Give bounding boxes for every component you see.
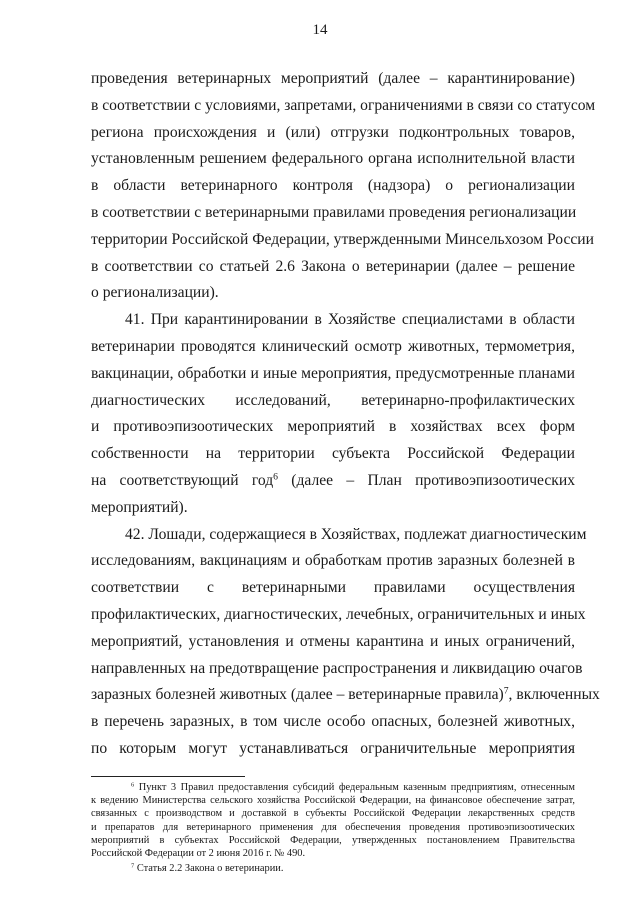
body-text: мероприятий, установления и отмены карантина и иных ограничений,	[91, 632, 575, 650]
body-line	[91, 230, 594, 249]
body-text: , включенных	[508, 686, 600, 704]
footnote-text: к ведению Министерства сельского хозяйства Российской Федерации, на финансовое обеспечение затрат,	[91, 795, 575, 807]
body-text: о регионализации).	[91, 284, 219, 302]
body-text: в соответствии с ветеринарными правилами проведения регионализации	[91, 204, 577, 221]
footnote-text: связанных с производством и доставкой в субъекты Российской Федерации лекарственных средств	[91, 808, 575, 820]
body-line	[91, 606, 586, 624]
body-line	[91, 124, 575, 142]
body-line	[91, 258, 575, 276]
footnote-reference: 7	[503, 686, 509, 698]
body-line	[91, 338, 575, 356]
footnote-marker: 6	[131, 781, 135, 789]
body-line	[91, 365, 575, 383]
footnote-line	[91, 834, 575, 847]
body-text: по которым могут устанавливаться ограничительные мероприятия	[91, 740, 575, 757]
footnote-reference: 6	[273, 471, 278, 483]
body-text: в перечень заразных, в том числе особо опасных, болезней животных,	[91, 713, 575, 731]
body-line	[91, 392, 575, 410]
body-line	[91, 552, 575, 570]
body-text: установленным решением федерального органа исполнительной власти	[91, 150, 575, 168]
body-line	[91, 499, 575, 517]
footnote-text: Российской Федерации от 2 июня 2016 г. № 490.	[91, 848, 306, 859]
body-text: соответствии с ветеринарными правилами осуществления	[91, 579, 575, 597]
footnote-line	[91, 794, 575, 807]
footnote-line	[91, 847, 575, 860]
body-line	[91, 204, 575, 222]
body-text: направленных на предотвращение распространения и ликвидацию очагов	[91, 659, 583, 677]
body-line	[125, 311, 575, 329]
body-text: профилактических, диагностических, лечебных, ограничительных и иных	[91, 606, 586, 623]
body-text: 42. Лошади, содержащиеся в Хозяйствах, подлежат диагностическим	[125, 525, 587, 543]
body-line	[91, 579, 575, 597]
body-line	[91, 445, 575, 463]
footnote-text: мероприятий в субъектах Российской Федерации, утвержденных постановлением Правительства	[91, 834, 575, 846]
body-line	[91, 633, 575, 651]
body-text: диагностических исследований, ветеринарно-профилактических	[91, 391, 575, 409]
body-text: проведения ветеринарных мероприятий (далее – карантинирование)	[91, 70, 575, 87]
body-text: территории Российской Федерации, утвержденными Минсельхозом России	[91, 230, 594, 248]
footnote-line	[91, 807, 575, 820]
body-line	[91, 177, 575, 195]
body-line	[91, 284, 575, 302]
body-text: вакцинации, обработки и иные мероприятия, предусмотренные планами	[91, 364, 575, 382]
footnote-line	[131, 862, 575, 875]
body-text: (далее – План противоэпизоотических	[278, 472, 575, 489]
body-text: заразных болезней животных (далее – ветеринарные правила)	[91, 686, 504, 704]
body-text: собственности на территории субъекта Российской Федерации	[91, 445, 575, 463]
body-text: мероприятий).	[91, 498, 188, 516]
body-line	[91, 740, 575, 758]
page-number: 14	[312, 22, 328, 38]
body-text: исследованиям, вакцинациям и обработкам против заразных болезней в	[91, 552, 575, 570]
body-text: 41. При карантинировании в Хозяйстве специалистами в области	[125, 311, 575, 329]
footnote-text: Пункт 3 Правил предоставления субсидий федеральным казенным предприятиям, отнесенным	[134, 782, 575, 793]
body-line	[91, 713, 575, 731]
body-text: на соответствующий год	[91, 472, 274, 489]
body-line	[91, 70, 575, 88]
body-line	[91, 659, 583, 678]
footnote-separator	[91, 776, 245, 777]
body-text: ветеринарии проводятся клинический осмотр животных, термометрия,	[91, 338, 575, 355]
body-text: региона происхождения и (или) отгрузки подконтрольных товаров,	[91, 123, 575, 141]
body-line	[91, 150, 575, 168]
footnote-text: и препаратов для ветеринарного применения для обеспечения проведения противоэпизоотических	[91, 821, 575, 833]
body-text: и противоэпизоотических мероприятий в хозяйствах всех форм	[91, 418, 575, 436]
body-line	[91, 418, 575, 436]
body-text: в области ветеринарного контроля (надзора) о регионализации	[91, 177, 575, 195]
footnote-text: Статья 2.2 Закона о ветеринарии.	[134, 863, 284, 875]
body-line	[125, 525, 587, 544]
body-line	[91, 472, 575, 490]
footnote-marker: 7	[131, 862, 135, 870]
body-text: в соответствии со статьей 2.6 Закона о ветеринарии (далее – решение	[91, 257, 575, 275]
body-line	[91, 686, 600, 704]
body-text: в соответствии с условиями, запретами, ограничениями в связи со статусом	[91, 96, 596, 114]
body-line	[91, 96, 596, 115]
footnote-line	[131, 781, 575, 794]
footnote-line	[91, 821, 575, 834]
